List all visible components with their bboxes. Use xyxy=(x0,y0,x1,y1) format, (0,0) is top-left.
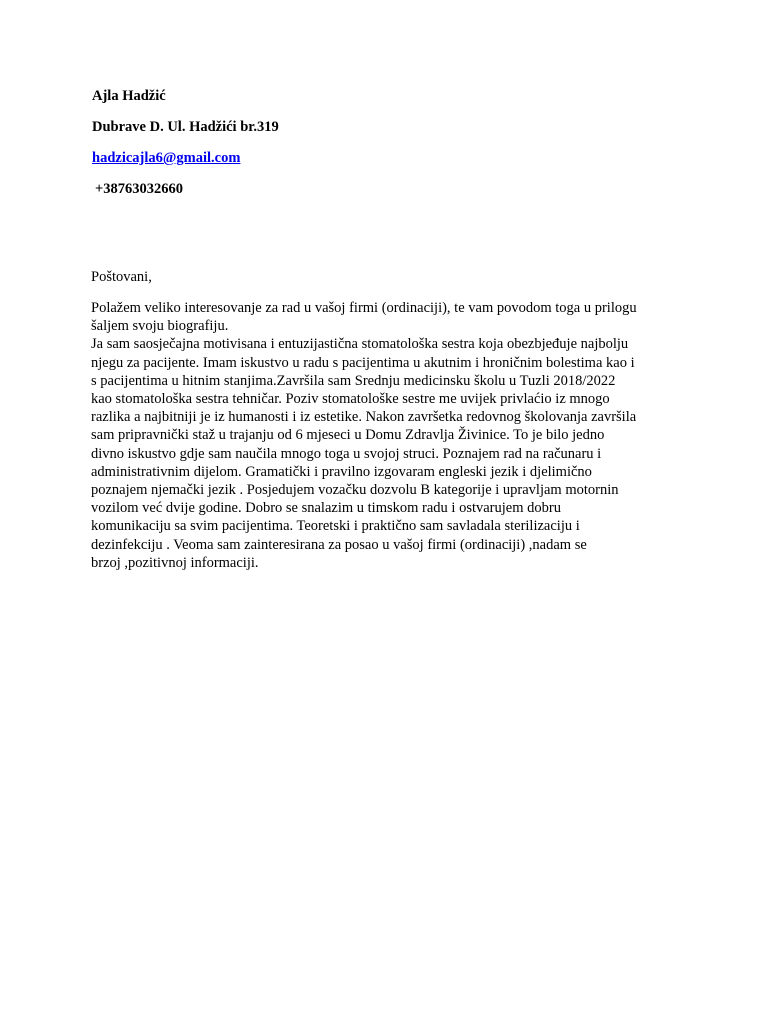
letter-salutation: Poštovani, xyxy=(91,269,152,285)
letter-line: komunikaciju sa svim pacijentima. Teoretski i praktično sam savladala sterilizaciju i xyxy=(91,518,580,535)
letter-line: brzoj ,pozitivnoj informaciji. xyxy=(91,554,259,571)
letter-line: razlika a najbitniji je iz humanosti i iz estetike. Nakon završetka redovnog školovanja završila xyxy=(91,409,637,426)
letter-line: dezinfekciju . Veoma sam zainteresirana za posao u vašoj firmi (ordinaciji) ,nadam se xyxy=(91,536,587,553)
letter-line: Polažem veliko interesovanje za rad u vašoj firmi (ordinaciji), te vam povodom toga u prilogu xyxy=(91,300,637,316)
sender-phone: +38763032660 xyxy=(95,181,184,197)
letter-body xyxy=(91,299,681,572)
letter-line: administrativnim dijelom. Gramatički i pravilno izgovaram engleski jezik i djelimično xyxy=(91,463,592,480)
sender-address: Dubrave D. Ul. Hadžići br.319 xyxy=(92,119,279,135)
letter-line: šaljem svoju biografiju. xyxy=(91,318,229,335)
sender-email-link[interactable]: hadzicajla6@gmail.com xyxy=(92,150,241,166)
letter-line: njegu za pacijente. Imam iskustvo u radu s pacijentima u akutnim i hroničnim bolestima kao i xyxy=(91,354,635,371)
letter-line: Ja sam saosječajna motivisana i entuzijastična stomatološka sestra koja obezbjeđuje najbolju xyxy=(91,336,629,353)
sender-name: Ajla Hadžić xyxy=(92,88,166,104)
letter-line: sam pripravnički staž u trajanju od 6 mjeseci u Domu Zdravlja Živinice. To je bilo jedno xyxy=(91,427,605,444)
letter-line: s pacijentima u hitnim stanjima.Završila sam Srednju medicinsku školu u Tuzli 2018/2022 xyxy=(91,372,616,389)
letter-line: vozilom već dvije godine. Dobro se snalazim u timskom radu i ostvarujem dobru xyxy=(91,500,561,517)
letter-line: kao stomatološka sestra tehničar. Poziv stomatološke sestre me uvijek privlaćio iz mnogo xyxy=(91,391,610,408)
letter-line: poznajem njemački jezik . Posjedujem vozačku dozvolu B kategorije i upravljam motornin xyxy=(91,482,619,499)
letter-line: divno iskustvo gdje sam naučila mnogo toga u svojoj struci. Poznajem rad na računaru i xyxy=(91,445,602,462)
